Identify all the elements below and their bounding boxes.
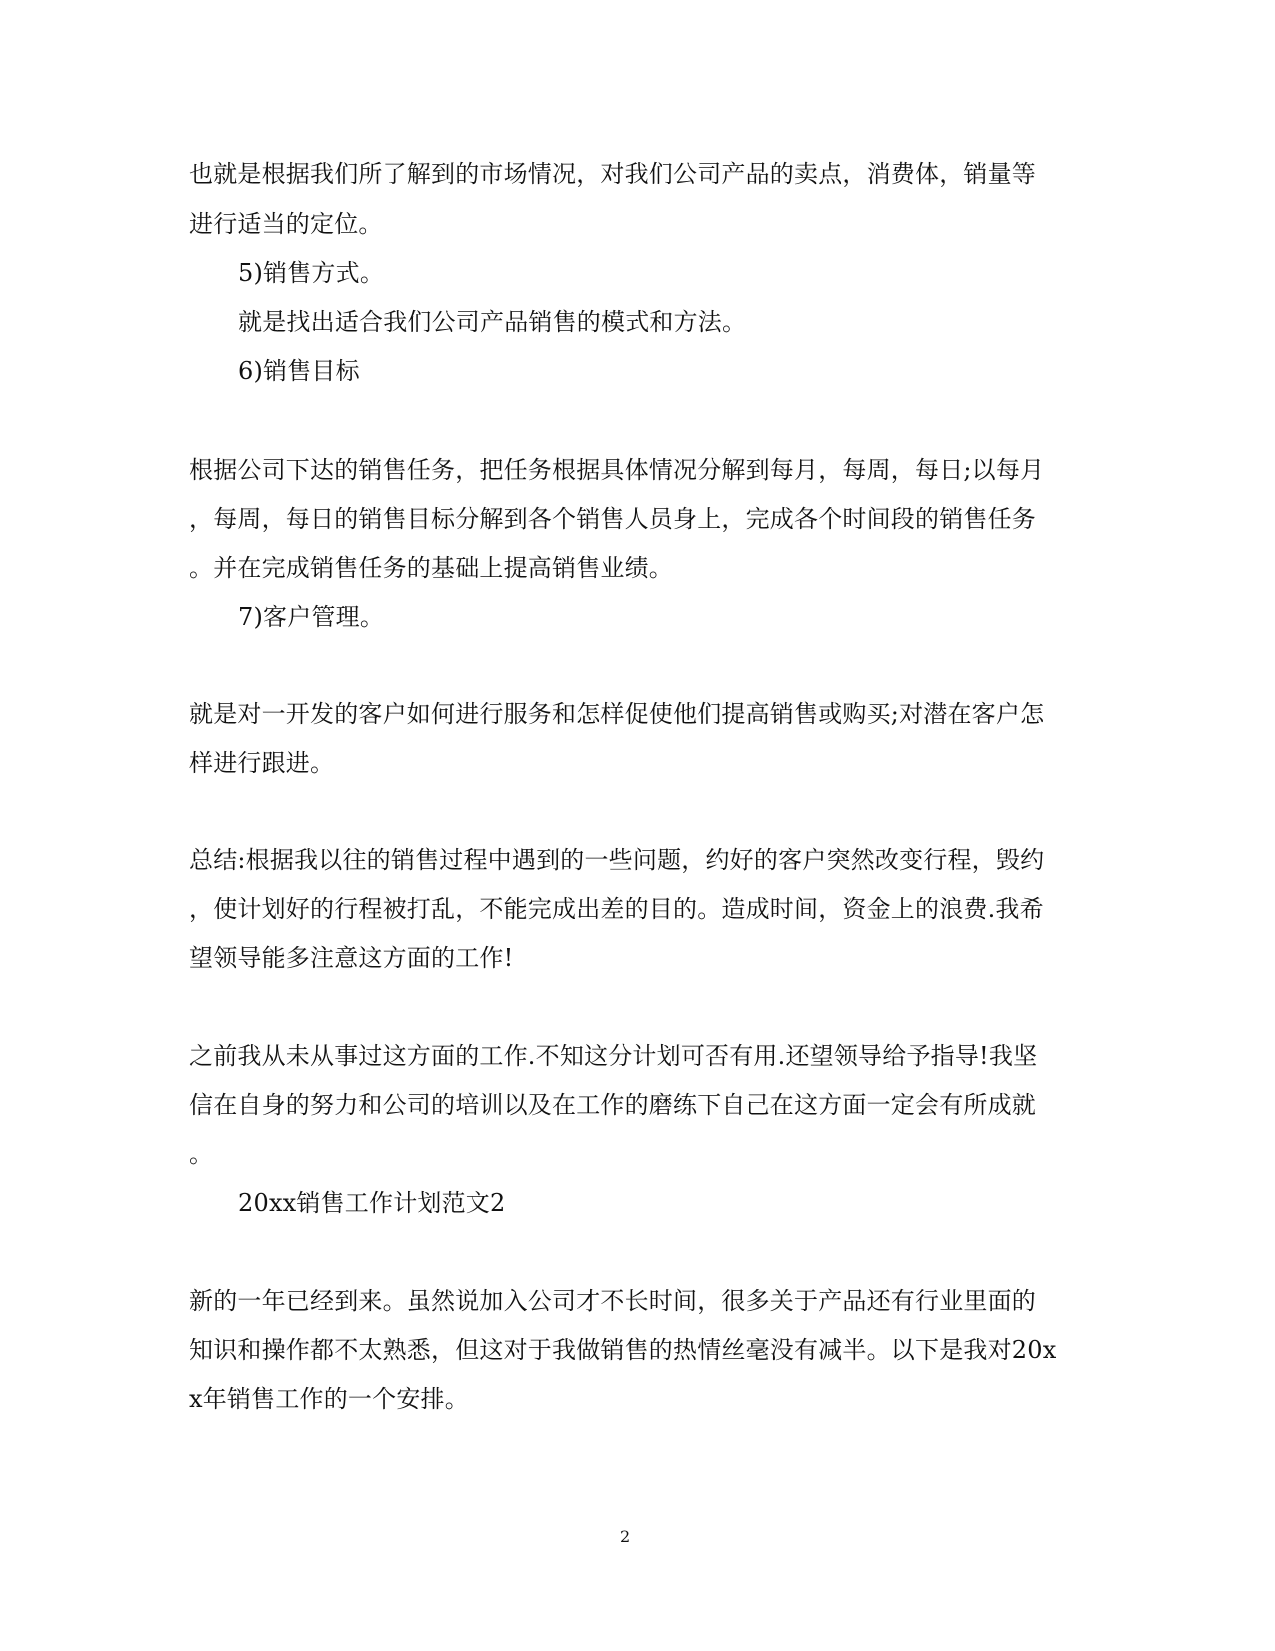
paragraph-line: 总结:根据我以往的销售过程中遇到的一些问题，约好的客户突然改变行程，毁约 bbox=[189, 846, 1045, 874]
paragraph-line: 也就是根据我们所了解到的市场情况，对我们公司产品的卖点，消费体，销量等 bbox=[189, 160, 1036, 188]
paragraph-line: 就是对一开发的客户如何进行服务和怎样促使他们提高销售或购买;对潜在客户怎 bbox=[189, 700, 1045, 728]
paragraph-line: ，使计划好的行程被打乱，不能完成出差的目的。造成时间，资金上的浪费.我希 bbox=[189, 895, 1044, 923]
paragraph-line: 就是找出适合我们公司产品销售的模式和方法。 bbox=[238, 308, 747, 336]
paragraph-line: 。 bbox=[189, 1140, 214, 1168]
paragraph-line: 望领导能多注意这方面的工作! bbox=[189, 944, 514, 972]
paragraph-line: 信在自身的努力和公司的培训以及在工作的磨练下自己在这方面一定会有所成就 bbox=[189, 1091, 1036, 1119]
page-number: 2 bbox=[620, 1527, 631, 1546]
paragraph-line: 知识和操作都不太熟悉，但这对于我做销售的热情丝毫没有减半。以下是我对20x bbox=[189, 1336, 1057, 1364]
paragraph-line: 样进行跟进。 bbox=[189, 749, 335, 777]
paragraph-line: 。并在完成销售任务的基础上提高销售业绩。 bbox=[189, 554, 673, 582]
list-heading: 7)客户管理。 bbox=[238, 603, 385, 631]
section-heading: 20xx销售工作计划范文2 bbox=[238, 1189, 506, 1217]
paragraph-line: ，每周，每日的销售目标分解到各个销售人员身上，完成各个时间段的销售任务 bbox=[189, 505, 1036, 533]
list-heading: 6)销售目标 bbox=[238, 357, 360, 385]
list-heading: 5)销售方式。 bbox=[238, 259, 385, 287]
paragraph-line: 根据公司下达的销售任务，把任务根据具体情况分解到每月，每周，每日;以每月 bbox=[189, 456, 1045, 484]
paragraph-line: x年销售工作的一个安排。 bbox=[189, 1385, 469, 1413]
paragraph-line: 新的一年已经到来。虽然说加入公司才不长时间，很多关于产品还有行业里面的 bbox=[189, 1287, 1036, 1315]
paragraph-line: 之前我从未从事过这方面的工作.不知这分计划可否有用.还望领导给予指导!我坚 bbox=[189, 1042, 1038, 1070]
paragraph-line: 进行适当的定位。 bbox=[189, 210, 383, 238]
